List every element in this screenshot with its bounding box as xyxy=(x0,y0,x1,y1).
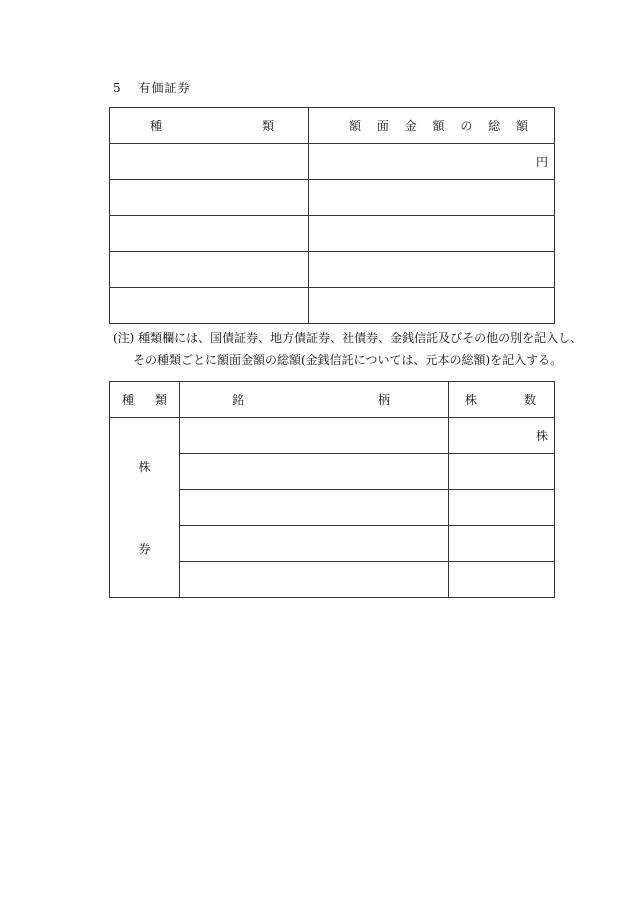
table-row xyxy=(110,288,555,324)
section-label: 有価証券 xyxy=(138,81,191,95)
table-row xyxy=(110,252,555,288)
header-char: 金 xyxy=(404,119,417,133)
header-char: 種 xyxy=(150,119,163,133)
header-char: 面 xyxy=(376,119,389,133)
category-char: 株 xyxy=(138,460,151,474)
header-char: 数 xyxy=(523,393,536,407)
header-kind xyxy=(110,108,309,144)
stock-table xyxy=(109,381,555,598)
table-row xyxy=(110,144,555,180)
kind-field[interactable] xyxy=(110,144,309,180)
header-char: 類 xyxy=(154,393,167,407)
table-row xyxy=(110,216,555,252)
table-row xyxy=(110,180,555,216)
kind-field[interactable] xyxy=(110,252,309,288)
header-shares xyxy=(449,382,555,418)
header-char: の xyxy=(460,119,473,133)
header-char: 額 xyxy=(349,119,362,133)
unit-shares: 株 xyxy=(535,429,548,443)
kind-field[interactable] xyxy=(110,180,309,216)
section-title xyxy=(113,79,190,96)
section-number: 5 xyxy=(113,81,122,95)
kind-field[interactable] xyxy=(110,288,309,324)
amount-field[interactable] xyxy=(309,216,555,252)
shares-field[interactable] xyxy=(449,454,555,490)
stock-category-cell xyxy=(110,418,180,598)
amount-field[interactable] xyxy=(309,252,555,288)
table-row xyxy=(110,418,555,454)
shares-field[interactable] xyxy=(449,562,555,598)
header-char: 額 xyxy=(515,119,528,133)
header-char: 株 xyxy=(465,393,478,407)
note-line-1: (注) 種類欄には、国債証券、地方債証券、社債券、金銭信託及びその他の別を記入し、 xyxy=(113,331,583,345)
brand-field[interactable] xyxy=(180,562,449,598)
header-brand xyxy=(180,382,449,418)
note-line-2: その種類ごとに額面金額の総額(金銭信託については、元本の総額)を記入する。 xyxy=(133,353,563,367)
header-char: 類 xyxy=(261,119,274,133)
header-char: 柄 xyxy=(377,393,390,407)
brand-field[interactable] xyxy=(180,418,449,454)
header-kind xyxy=(110,382,180,418)
unit-yen: 円 xyxy=(535,155,548,169)
amount-field[interactable] xyxy=(309,144,555,180)
header-char: 総 xyxy=(488,119,501,133)
shares-field[interactable] xyxy=(449,490,555,526)
table-header-row xyxy=(110,108,555,144)
amount-field[interactable] xyxy=(309,288,555,324)
header-char: 銘 xyxy=(232,393,245,407)
header-char: 額 xyxy=(432,119,445,133)
brand-field[interactable] xyxy=(180,526,449,562)
category-char: 券 xyxy=(138,542,151,556)
securities-table xyxy=(109,107,555,324)
brand-field[interactable] xyxy=(180,454,449,490)
brand-field[interactable] xyxy=(180,490,449,526)
header-total-amount xyxy=(309,108,555,144)
amount-field[interactable] xyxy=(309,180,555,216)
shares-field[interactable] xyxy=(449,418,555,454)
kind-field[interactable] xyxy=(110,216,309,252)
shares-field[interactable] xyxy=(449,526,555,562)
header-char: 種 xyxy=(122,393,135,407)
table-header-row xyxy=(110,382,555,418)
